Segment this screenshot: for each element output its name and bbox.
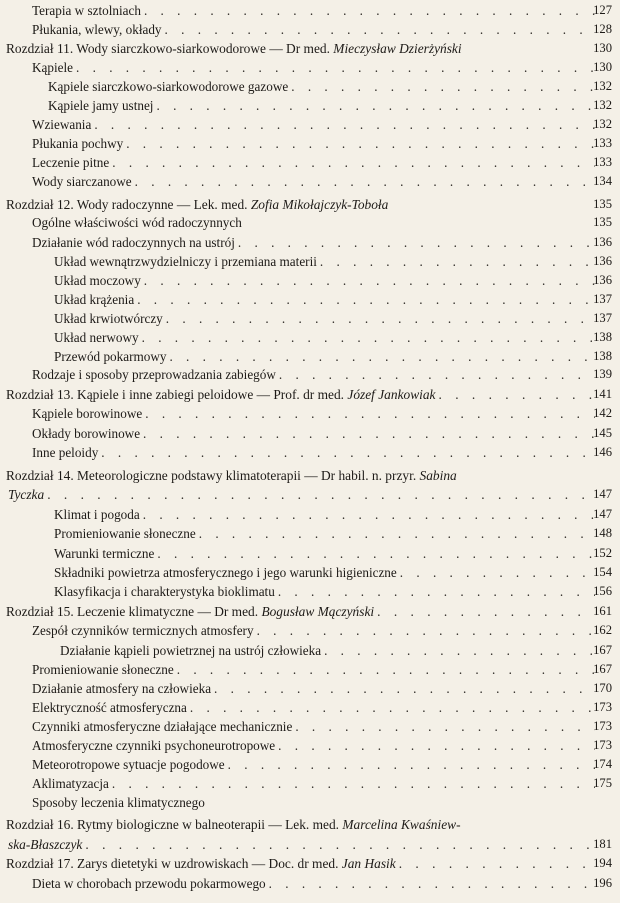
toc-entry [32, 425, 612, 442]
chapter-heading [6, 467, 598, 484]
entry-title-text: Klasyfikacja i charakterystyka bioklimatu [54, 584, 275, 599]
dot-leader [94, 116, 595, 133]
toc-entry [54, 329, 612, 346]
entry-title-text: Zespół czynników termicznych atmosfery [32, 623, 254, 638]
entry-title [32, 214, 242, 231]
entry-title [48, 78, 288, 95]
dot-leader [101, 444, 595, 461]
entry-title-text: Rozdział 11. Wody siarczkowo-siarkowodorowe — Dr med. [6, 41, 334, 56]
toc-entry [54, 564, 612, 581]
dot-leader [137, 291, 595, 308]
dot-leader [166, 310, 595, 327]
toc-entry [32, 444, 612, 461]
dot-leader [295, 718, 595, 735]
entry-title-text: Przewód pokarmowy [54, 349, 167, 364]
toc-entry [54, 348, 612, 365]
entry-title [54, 272, 141, 289]
toc-entry [32, 756, 612, 773]
entry-title-text: Okłady borowinowe [32, 426, 141, 441]
page-number: 135 [593, 197, 612, 211]
dot-leader [439, 386, 596, 403]
toc-entry [32, 775, 612, 792]
entry-title [6, 40, 462, 57]
dot-leader [112, 775, 595, 792]
entry-title [32, 737, 275, 754]
dot-leader [157, 545, 595, 562]
entry-title [8, 836, 82, 853]
author-name: Bogusław Mączyński [261, 604, 375, 619]
entry-title-text: Inne peloidy [32, 445, 99, 460]
dot-leader [228, 756, 595, 773]
toc-entry [54, 310, 612, 327]
page-number: 145 [593, 426, 612, 440]
entry-title [32, 756, 225, 773]
entry-title-text: Układ nerwowy [54, 330, 139, 345]
entry-title [32, 154, 109, 171]
author-name: Tyczka [8, 487, 45, 502]
entry-title-text: Promieniowanie słoneczne [32, 662, 174, 677]
dot-leader [144, 272, 595, 289]
entry-title [60, 642, 321, 659]
entry-title [54, 545, 154, 562]
entry-title-text: Ogólne właściwości wód radoczynnych [32, 215, 242, 230]
entry-title-text: Klimat i pogoda [54, 507, 140, 522]
page-number: 139 [593, 367, 612, 381]
author-name: Marcelina Kwaśniew- [342, 817, 461, 832]
entry-title-text: Rozdział 14. Meteorologiczne podstawy klimatoterapii — Dr habil. n. przyr. [6, 468, 420, 483]
entry-title [54, 253, 317, 270]
toc-entry [48, 97, 612, 114]
toc-entry [54, 545, 612, 562]
toc-entry [54, 291, 612, 308]
page-number: 137 [593, 311, 612, 325]
entry-title-text: Czynniki atmosferyczne działające mechanicznie [32, 719, 293, 734]
entry-title [32, 622, 254, 639]
entry-title [6, 467, 457, 484]
entry-title [6, 603, 374, 620]
entry-title [54, 564, 397, 581]
page-number: 174 [593, 757, 612, 771]
entry-title-text: Układ krążenia [54, 292, 135, 307]
toc-entry [32, 737, 612, 754]
page-number: 128 [593, 22, 612, 36]
toc-entry [32, 59, 612, 76]
page-number: 141 [593, 387, 612, 401]
entry-title-text: Leczenie pitne [32, 155, 110, 170]
toc-entry [32, 699, 612, 716]
author-name: Jan Hasik [341, 856, 396, 871]
toc-entry [54, 272, 612, 289]
dot-leader [199, 525, 595, 542]
page-number: 136 [593, 254, 612, 268]
entry-title-text: Aklimatyzacja [32, 776, 109, 791]
dot-leader [279, 366, 595, 383]
toc-entry [32, 2, 612, 19]
author-name: ska-Błaszczyk [8, 837, 83, 852]
dot-leader [143, 425, 595, 442]
entry-title [32, 794, 205, 811]
chapter-heading [6, 855, 612, 872]
entry-title-text: Rozdział 12. Wody radoczynne — Lek. med. [6, 197, 251, 212]
dot-leader [47, 486, 595, 503]
entry-title-text: Działanie atmosfery na człowieka [32, 681, 212, 696]
page-number: 161 [593, 604, 612, 618]
chapter-heading [6, 386, 612, 403]
entry-title [6, 386, 436, 403]
entry-title [32, 444, 98, 461]
page-number: 146 [593, 445, 612, 459]
toc-entry [32, 405, 612, 422]
entry-title-text: Rozdział 17. Zarys dietetyki w uzdrowiskach — Doc. dr med. [6, 856, 342, 871]
dot-leader [145, 405, 595, 422]
entry-title-text: Rozdział 16. Rytmy biologiczne w balneoterapii — Lek. med. [6, 817, 343, 832]
page-number: 133 [593, 155, 612, 169]
entry-title [54, 506, 140, 523]
entry-title [32, 366, 276, 383]
dot-leader [156, 97, 595, 114]
entry-title [32, 699, 187, 716]
toc-entry [32, 21, 612, 38]
dot-leader [399, 855, 595, 872]
page-number: 196 [593, 876, 612, 890]
entry-title [32, 875, 266, 892]
page-number: 156 [593, 584, 612, 598]
dot-leader [320, 253, 595, 270]
page-number: 142 [593, 406, 612, 420]
page-number: 132 [593, 117, 612, 131]
page-number: 138 [593, 330, 612, 344]
dot-leader [257, 622, 595, 639]
entry-title-text: Meteorotropowe sytuacje pogodowe [32, 757, 225, 772]
page-number: 170 [593, 681, 612, 695]
page-number: 181 [593, 837, 612, 851]
entry-title-text: Elektryczność atmosferyczna [32, 700, 187, 715]
page-number: 147 [593, 507, 612, 521]
entry-title-text: Kąpiele siarczkowo-siarkowodorowe gazowe [48, 79, 289, 94]
dot-leader [169, 348, 595, 365]
dot-leader [278, 737, 595, 754]
entry-title [32, 135, 123, 152]
entry-title [32, 59, 73, 76]
page-number: 148 [593, 526, 612, 540]
entry-title-text: Płukania pochwy [32, 136, 124, 151]
entry-title-text: Dieta w chorobach przewodu pokarmowego [32, 876, 266, 891]
page-number: 167 [593, 643, 612, 657]
toc-entry [54, 253, 612, 270]
entry-title [54, 525, 196, 542]
entry-title-text: Kąpiele borowinowe [32, 406, 143, 421]
toc-entry [32, 680, 612, 697]
entry-title [32, 718, 292, 735]
toc-entry [32, 154, 612, 171]
dot-leader [291, 78, 595, 95]
page-number: 173 [593, 719, 612, 733]
dot-leader [278, 583, 595, 600]
author-name: Zofia Mikołajczyk-Toboła [250, 197, 389, 212]
page-number: 173 [593, 738, 612, 752]
dot-leader [142, 329, 595, 346]
toc-entry [32, 794, 598, 811]
chapter-heading [6, 816, 598, 833]
entry-title-text: Działanie kąpieli powietrznej na ustrój człowieka [60, 643, 322, 658]
chapter-heading [6, 40, 612, 57]
author-name: Sabina [419, 468, 457, 483]
toc-entry [32, 234, 612, 251]
entry-title [6, 816, 461, 833]
entry-title [8, 486, 44, 503]
entry-title [32, 21, 162, 38]
dot-leader [135, 173, 595, 190]
page-number: 127 [593, 3, 612, 17]
dot-leader [400, 564, 595, 581]
author-name: Mieczysław Dzierżyński [333, 41, 462, 56]
toc-entry [48, 78, 612, 95]
dot-leader [165, 21, 595, 38]
toc-entry [32, 366, 612, 383]
dot-leader [126, 135, 595, 152]
entry-title-text: Atmosferyczne czynniki psychoneurotropowe [32, 738, 276, 753]
dot-leader [177, 661, 595, 678]
entry-title-text: Płukania, wlewy, okłady [32, 22, 162, 37]
entry-title [32, 405, 142, 422]
entry-title-text: Układ wewnątrzwydzielniczy i przemiana materii [54, 254, 317, 269]
entry-title-text: Składniki powietrza atmosferycznego i jego warunki higieniczne [54, 565, 397, 580]
entry-title [6, 855, 396, 872]
entry-title [54, 329, 139, 346]
entry-title [32, 425, 140, 442]
entry-title [32, 680, 211, 697]
page-number: 175 [593, 776, 612, 790]
entry-title-text: Warunki termiczne [54, 546, 155, 561]
dot-leader [76, 59, 595, 76]
toc-entry [60, 642, 612, 659]
page-number: 162 [593, 623, 612, 637]
toc-entry [32, 661, 612, 678]
entry-title [54, 348, 166, 365]
dot-leader [377, 603, 595, 620]
entry-title [32, 116, 91, 133]
dot-leader [144, 2, 595, 19]
page-number: 167 [593, 662, 612, 676]
entry-title-text: Kąpiele [32, 60, 74, 75]
dot-leader [269, 875, 595, 892]
entry-title-text: Sposoby leczenia klimatycznego [32, 795, 205, 810]
entry-title-text: Działanie wód radoczynnych na ustrój [32, 235, 235, 250]
dot-leader [214, 680, 595, 697]
entry-title [54, 291, 134, 308]
page-number: 147 [593, 487, 612, 501]
dot-leader [85, 836, 595, 853]
page-number: 136 [593, 235, 612, 249]
dot-leader [143, 506, 595, 523]
entry-title [32, 173, 132, 190]
toc-entry [32, 718, 612, 735]
chapter-heading [6, 196, 612, 213]
page-number: 173 [593, 700, 612, 714]
entry-title [54, 583, 275, 600]
page-number: 134 [593, 174, 612, 188]
entry-title [32, 661, 174, 678]
toc-entry [32, 214, 612, 231]
dot-leader [324, 642, 595, 659]
author-name: Józef Jankowiak [347, 387, 436, 402]
chapter-heading [8, 836, 612, 853]
entry-title-text: Promieniowanie słoneczne [54, 526, 196, 541]
toc-entry [32, 116, 612, 133]
page-number: 135 [593, 215, 612, 229]
chapter-heading [6, 603, 612, 620]
toc-entry [32, 622, 612, 639]
page-number: 138 [593, 349, 612, 363]
entry-title-text: Terapia w sztolniach [32, 3, 141, 18]
page-number: 132 [593, 98, 612, 112]
entry-title [32, 234, 235, 251]
toc-entry [32, 135, 612, 152]
entry-title-text: Rozdział 15. Leczenie klimatyczne — Dr med. [6, 604, 262, 619]
page-number: 194 [593, 856, 612, 870]
entry-title [48, 97, 153, 114]
page-number: 132 [593, 79, 612, 93]
page-number: 130 [593, 41, 612, 55]
dot-leader [190, 699, 595, 716]
page-number: 133 [593, 136, 612, 150]
page-number: 154 [593, 565, 612, 579]
page-number: 130 [593, 60, 612, 74]
entry-title-text: Wziewania [32, 117, 92, 132]
toc-entry [32, 173, 612, 190]
dot-leader [112, 154, 595, 171]
entry-title-text: Rozdział 13. Kąpiele i inne zabiegi peloidowe — Prof. dr med. [6, 387, 348, 402]
entry-title [54, 310, 163, 327]
chapter-heading [8, 486, 612, 503]
entry-title-text: Rodzaje i sposoby przeprowadzania zabiegów [32, 367, 276, 382]
entry-title [6, 196, 388, 213]
page-number: 136 [593, 273, 612, 287]
entry-title-text: Wody siarczanowe [32, 174, 132, 189]
toc-entry [54, 583, 612, 600]
entry-title-text: Układ moczowy [54, 273, 141, 288]
entry-title [32, 775, 109, 792]
entry-title-text: Układ krwiotwórczy [54, 311, 163, 326]
page-number: 137 [593, 292, 612, 306]
toc-entry [54, 525, 612, 542]
page-number: 152 [593, 546, 612, 560]
toc-entry [54, 506, 612, 523]
toc-entry [32, 875, 612, 892]
entry-title [32, 2, 141, 19]
dot-leader [238, 234, 595, 251]
entry-title-text: Kąpiele jamy ustnej [48, 98, 154, 113]
